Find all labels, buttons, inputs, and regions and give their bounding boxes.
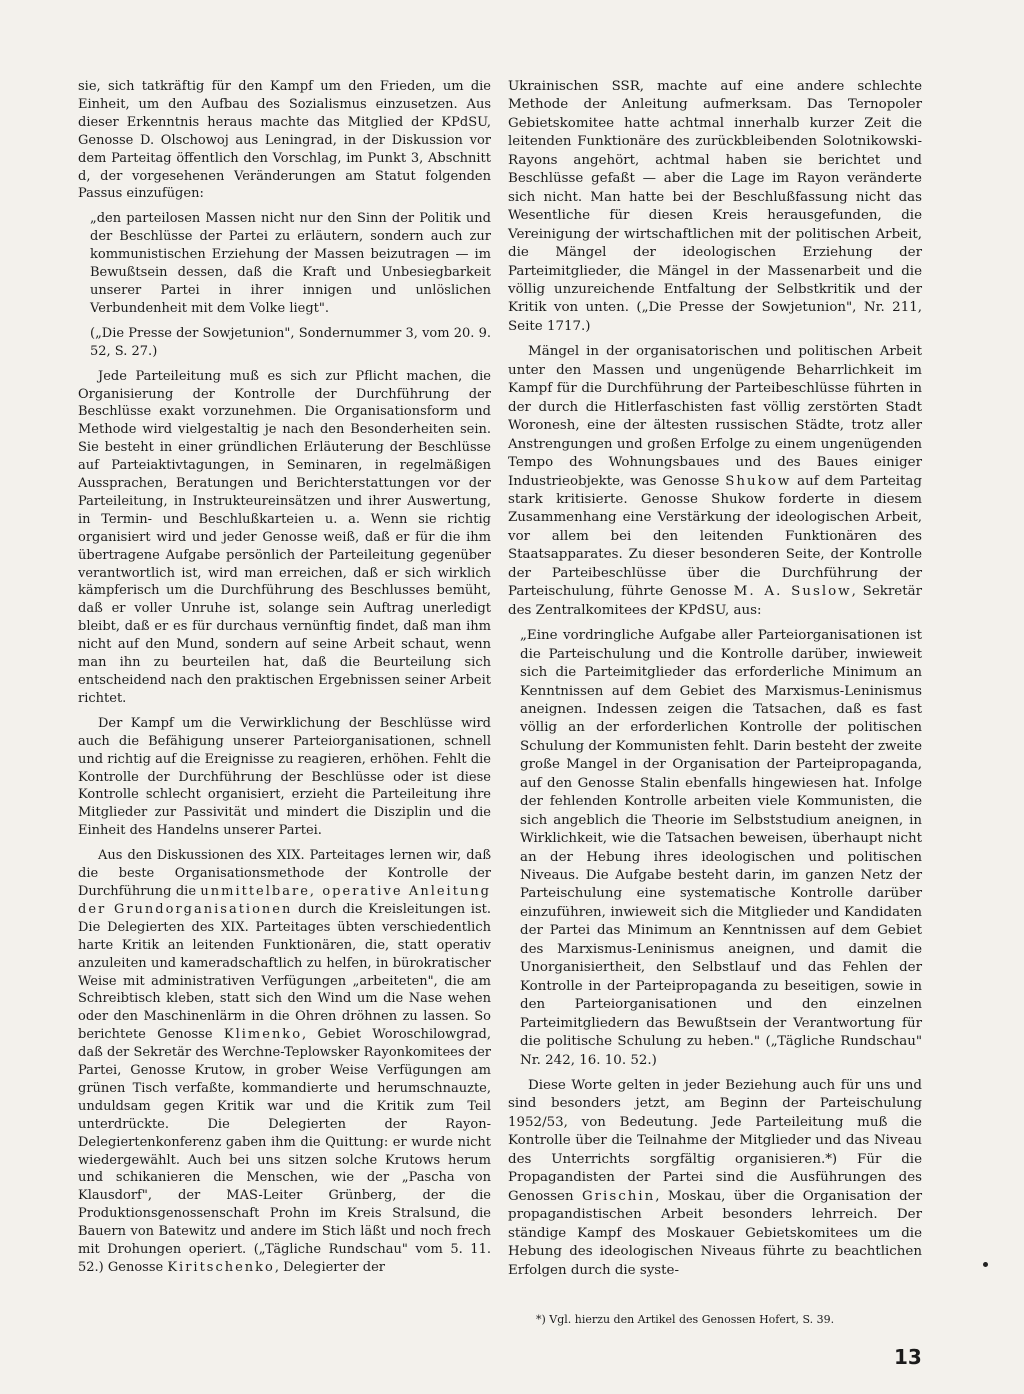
text-run: , Delegierter der <box>274 1260 386 1275</box>
paragraph: sie, sich tatkräftig für den Kampf um den Frieden, um die Einheit, um den Aufbau des Sozialismus einzusetzen. Aus dieser Erkenntnis heraus machte das Mitglied der KPdSU, Genosse D. Olschowoj aus Leningrad, in der Diskussion vor dem Parteitag öffentlich den Vorschlag, im Punkt 3, Abschnitt d, der vorgesehenen Veränderungen am Statut folgenden Passus einzufügen: <box>78 79 491 202</box>
page-number: 13 <box>894 1345 922 1369</box>
spaced-emphasis: unmittelbare, operative Anleitung der Grundorganisationen <box>78 883 491 917</box>
text-run: , Sekretär des Zentralkomitees der KPdSU, aus: <box>508 584 922 618</box>
quotation-source: („Die Presse der Sowjetunion", Sondernummer 3, vom 20. 9. 52, S. 27.) <box>90 325 491 359</box>
paragraph: Ukrainischen SSR, machte auf eine andere schlechte Methode der Anleitung aufmerksam. Das Ternopoler Gebietskomitee hatte achtmal innerhalb kurzer Zeit die leitenden Funktionäre des zurückbleibenden Solotnikowski-Rayons angehört, achtmal haben sie berichtet und Beschlüsse gefaßt — aber die Lage im Rayon veränderte sich nicht. Man hatte bei der Beschlußfassung nicht das Wesentliche für diesen Kreis herausgefunden, die Vereinigung der wirtschaftlichen mit der politischen Arbeit, die Mängel der ideologischen Erziehung der Parteimitglieder, die Mängel in der Massenarbeit und die völlig unzureichende Entfaltung der Selbstkritik und der Kritik von unten. („Die Presse der Sowjetunion", Nr. 211, Seite 1717.) <box>508 79 922 334</box>
text-run: , Gebiet Woroschilowgrad, daß der Sekretär des Werchne-Teplowsker Rayonkomitees der Partei, Genosse Krutow, in grober Weise Verfügungen am grünen Tisch verfaßte, kommandierte und herumschnauzte, unduldsam gegen Kritik war und die Kritik zum Teil unterdrückte. Die Delegierten der Rayon-Delegiertenkonferenz gaben ihm die Quittung: er wurde nicht wiedergewählt. Auch bei uns sitzen solche Krutows herum und schikanieren die Menschen, wie der „Pascha von Klausdorf", der MAS-Leiter Grünberg, der die Produktionsgenossenschaft Prohn im Kreis Stralsund, die Bauern von Batewitz und andere im Stich läßt und noch frech mit Drohungen operiert. („Tägliche Rundschau" vom 5. 11. 52.) Genosse <box>78 1027 491 1275</box>
spaced-emphasis: M. A. Suslow <box>733 584 852 600</box>
spaced-emphasis: Kiritschenko <box>167 1260 275 1275</box>
margin-dot <box>983 1262 988 1267</box>
left-column <box>78 78 491 1284</box>
text-run: durch die Kreisleitungen ist. Die Delegierten des XIX. Parteitages übten verschiedentlich harte Kritik an leitenden Funktionären, die, statt operativ anzuleiten und kameradschaftlich zu helfen, in bürokratischer Weise mit administrativen Verfügungen „arbeiteten", die am Schreibtisch kleben, statt sich den Wind um die Nase wehen oder den Maschinenlärm in die Ohren dröhnen zu lassen. So berichtete Genosse <box>78 901 491 1043</box>
quotation: „den parteilosen Massen nicht nur den Sinn der Politik und der Beschlüsse der Partei zu erläutern, sondern auch zur kommunistischen Erziehung der Massen beizutragen — im Bewußtsein dessen, daß die Kraft und Unbesiegbarkeit unserer Partei in ihrer innigen und unlöslichen Verbundenheit mit dem Volke liegt". <box>90 211 491 316</box>
paragraph <box>508 1077 922 1280</box>
spaced-emphasis: Klimenko <box>223 1027 303 1043</box>
quotation: „Eine vordringliche Aufgabe aller Parteiorganisationen ist die Parteischulung und die Kontrolle darüber, inwieweit sich die Parteimitglieder das erforderliche Minimum an Kenntnissen auf dem Gebiet des Marxismus-Leninismus aneignen. Indessen zeigen die Tatsachen, daß es fast völlig an der erforderlichen Kontrolle der politischen Schulung der Kommunisten fehlt. Darin besteht der zweite große Mangel in der Organisation der Parteipropaganda, auf den Genosse Stalin ebenfalls hingewiesen hat. Infolge der fehlenden Kontrolle arbeiten viele Kommunisten, die sich angeblich die Theorie im Selbststudium aneignen, in Wirklichkeit, wie die Tatsachen beweisen, überhaupt nicht an der Hebung ihres ideologischen und politischen Niveaus. Die Aufgabe besteht darin, im ganzen Netz der Parteischulung eine systematische Kontrolle darüber einzuführen, inwieweit sich die Mitglieder und Kandidaten der Partei das Minimum an Kenntnissen auf dem Gebiet des Marxismus-Leninismus aneignen, und damit die Unorganisiertheit, den Selbstlauf und das Fehlen der Kontrolle in der Parteipropaganda zu beseitigen, sowie in den Parteiorganisationen und den einzelnen Parteimitgliedern das Bewußtsein der Verantwortung für die politische Schulung zu heben." („Tägliche Rundschau" Nr. 242, 16. 10. 52.) <box>520 628 922 1068</box>
paragraph <box>508 343 922 620</box>
text-run: Mängel in der organisatorischen und politischen Arbeit unter den Massen und ungenügende Beharrlichkeit im Kampf für die Durchführung der Parteibeschlüsse führten in der durch die Hitlerfaschisten fast völlig zerstörten Stadt Woronesh, eine der ältesten russischen Städte, trotz aller Anstrengungen und großen Erfolge zu einem ungenügenden Tempo des Wohnungsbaues und des Baues einiger Industrieobjekte, was Genosse <box>508 344 922 489</box>
right-column <box>508 78 922 1287</box>
footnote: *) Vgl. hierzu den Artikel des Genossen Hofert, S. 39. <box>536 1313 835 1326</box>
spaced-emphasis: Shukow <box>725 473 792 489</box>
paragraph: Jede Parteileitung muß es sich zur Pflicht machen, die Organisierung der Kontrolle der Durchführung der Beschlüsse exakt vorzunehmen. Die Organisationsform und Methode wird vielgestaltig je nach den Besonderheiten sein. Sie besteht in einer gründlichen Erläuterung der Beschlüsse auf Parteiaktivtagungen, in Seminaren, in regelmäßigen Aussprachen, Beratungen und Berichterstattungen vor der Parteileitung, in Instrukteureinsätzen und ihrer Auswertung, in Termin- und Beschlußkarteien u. a. Wenn sie richtig organisiert wird und jeder Genosse weiß, daß er für die ihm übertragene Aufgabe persönlich der Parteileitung gegenüber verantwortlich ist, wird man erreichen, daß er sich wirklich kämpferisch um die Durchführung des Beschlusses bemüht, daß er voller Unruhe ist, solange sein Auftrag unerledigt bleibt, daß er es für durchaus vernünftig findet, daß man ihm nicht auf den Mund, sondern auf seine Arbeit schaut, wenn man ihn zu beurteilen hat, daß die Beurteilung sich entscheidend nach den praktischen Ergebnissen seiner Arbeit richtet. <box>78 368 491 706</box>
paragraph <box>78 847 491 1277</box>
text-run: auf dem Parteitag stark kritisierte. Genosse Shukow forderte in diesem Zusammenhang eine Verstärkung der ideologischen Arbeit, vor allem bei den leitenden Funktionären des Staatsapparates. Zu dieser besonderen Seite, der Kontrolle der Parteibeschlüsse über die Durchführung der Parteischulung, führte Genosse <box>508 473 922 600</box>
paragraph: Der Kampf um die Verwirklichung der Beschlüsse wird auch die Befähigung unserer Parteiorganisationen, schnell und richtig auf die Ereignisse zu reagieren, erhöhen. Fehlt die Kontrolle der Durchführung der Beschlüsse oder ist diese Kontrolle schlecht organisiert, erzieht die Parteileitung ihre Mitglieder zur Passivität und mindert die Disziplin und die Einheit des Handelns unserer Partei. <box>78 715 491 839</box>
text-run: Aus den Diskussionen des XIX. Parteitages lernen wir, daß die beste Organisationsmethode der Kontrolle der Durchführung die <box>78 848 491 899</box>
text-run: , Moskau, über die Organisation der propagandistischen Arbeit besonders lehrreich. Der ständige Kampf des Moskauer Gebietskomitees um die Hebung des ideologischen Niveaus führte zu beachtlichen Erfolgen durch die syste- <box>508 1188 923 1278</box>
text-run: Diese Worte gelten in jeder Beziehung auch für uns und sind besonders jetzt, am Beginn der Parteischulung 1952/53, von Bedeutung. Jede Parteileitung muß die Kontrolle über die Teilnahme der Mitglieder und das Niveau des Unterrichts sorgfältig organisieren.*) Für die Propagandisten der Partei sind die Ausführungen des Genossen <box>508 1078 922 1204</box>
spaced-emphasis: Grischin <box>581 1188 656 1204</box>
